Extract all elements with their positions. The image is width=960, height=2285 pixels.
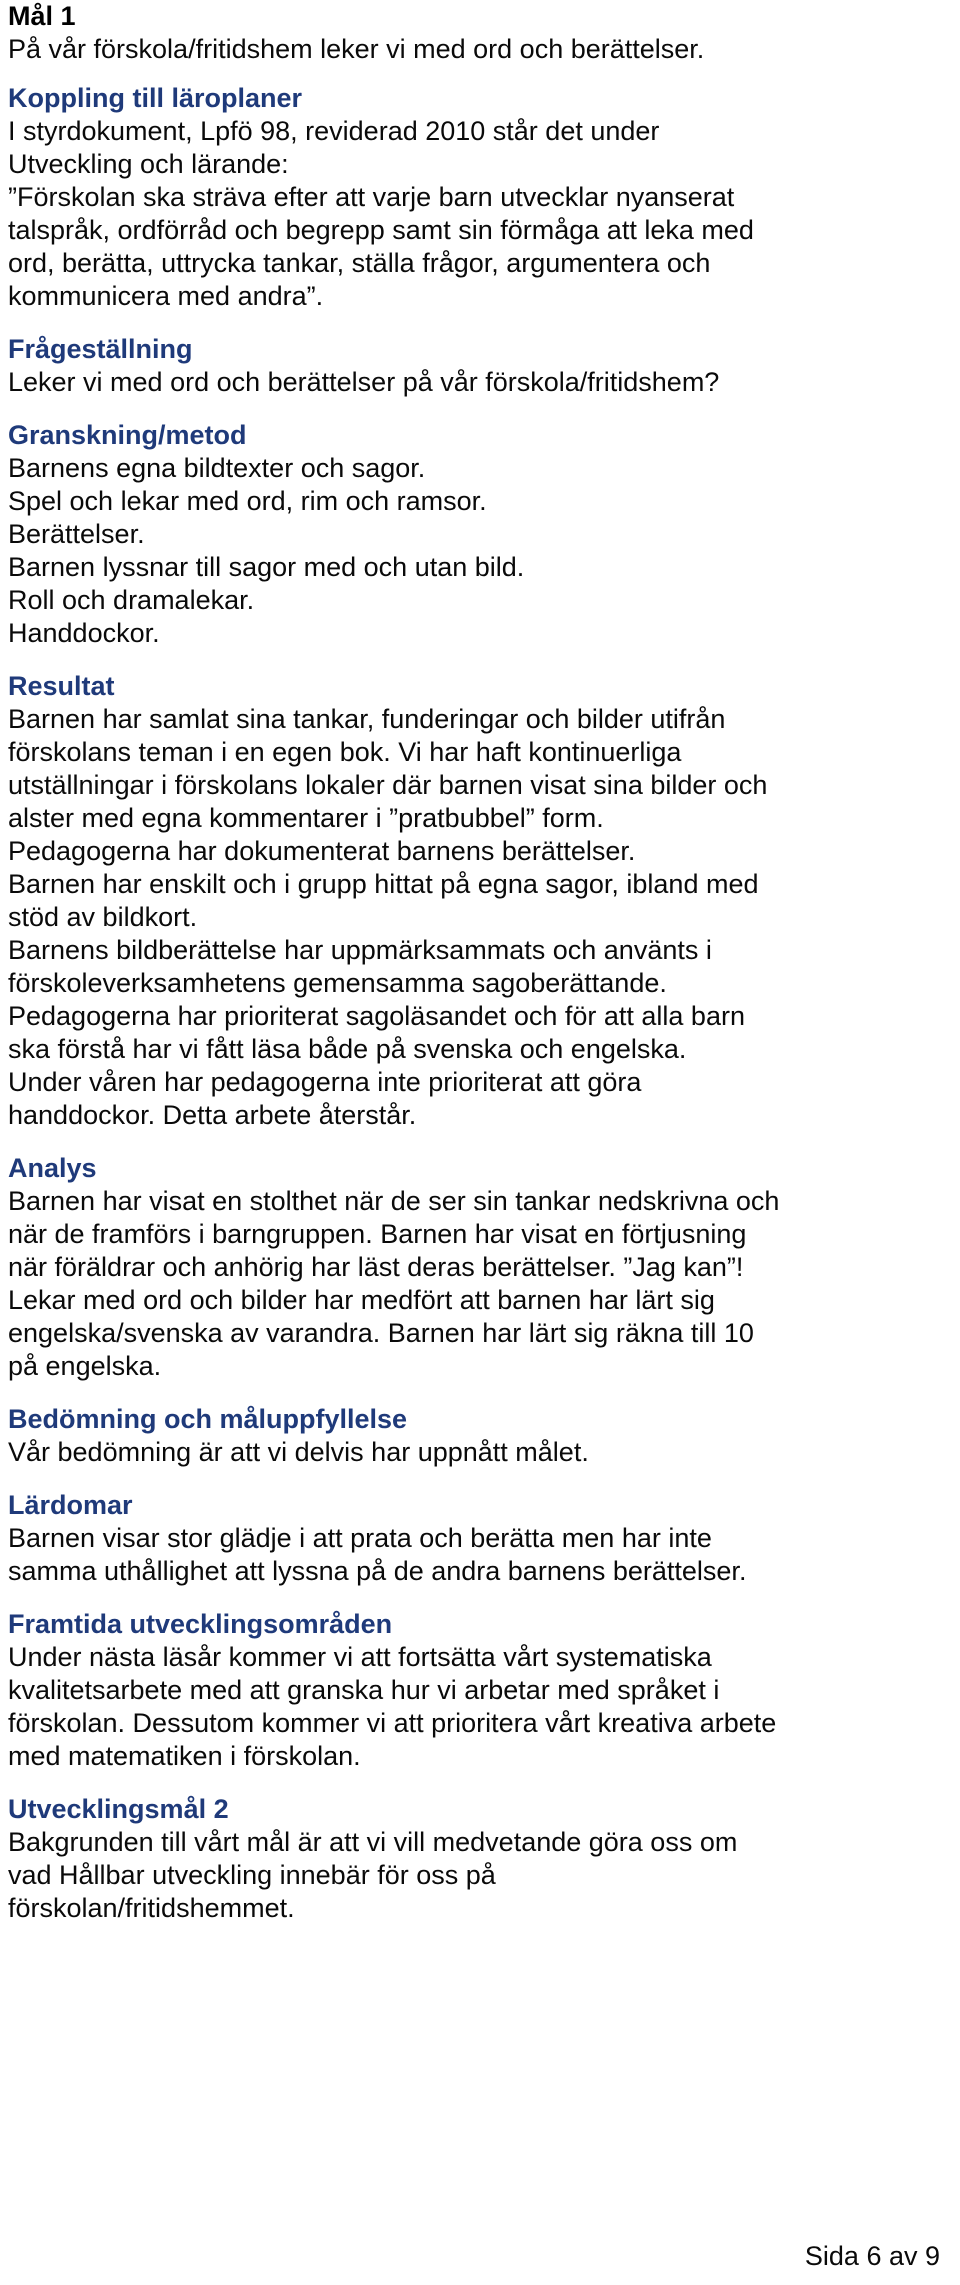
section-utvecklingsmal-2 [8,1793,952,1925]
section-fragestallning [8,333,952,399]
section-text-line: när föräldrar och anhörig har läst deras berättelser. ”Jag kan”! [8,1252,744,1282]
section-text-line: Barnens bildberättelse har uppmärksammats och använts i [8,935,712,965]
section-text-line: samma uthållighet att lyssna på de andra barnens berättelser. [8,1556,747,1586]
section-text-line: handdockor. Detta arbete återstår. [8,1100,417,1130]
section-text-line: kvalitetsarbete med att granska hur vi arbetar med språket i [8,1675,720,1705]
section-text-line: förskoleverksamhetens gemensamma sagoberättande. [8,968,667,998]
section-heading: Granskning/metod [8,420,247,450]
document-page [8,0,952,1925]
section-text-line: Pedagogerna har prioriterat sagoläsandet och för att alla barn [8,1001,745,1031]
section-text-line: ”Förskolan ska sträva efter att varje barn utvecklar nyanserat [8,182,735,212]
section-text-line: Vår bedömning är att vi delvis har uppnått målet. [8,1437,589,1467]
section-text-line: vad Hållbar utveckling innebär för oss på [8,1860,496,1890]
section-text-line: Utveckling och lärande: [8,149,289,179]
section-text-line: förskolan. Dessutom kommer vi att prioritera vårt kreativa arbete [8,1708,777,1738]
section-text-line: Barnens egna bildtexter och sagor. [8,453,426,483]
section-lardomar [8,1489,952,1588]
section-text-line: utställningar i förskolans lokaler där barnen visat sina bilder och [8,770,768,800]
section-text-line: ska förstå har vi fått läsa både på svenska och engelska. [8,1034,687,1064]
section-framtida [8,1608,952,1773]
section-text-line: Spel och lekar med ord, rim och ramsor. [8,486,487,516]
section-heading: Frågeställning [8,334,193,364]
section-mal-1 [8,0,952,66]
section-heading: Utvecklingsmål 2 [8,1794,229,1824]
page-number: Sida 6 av 9 [804,2241,940,2271]
section-text-line: alster med egna kommentarer i ”pratbubbel” form. [8,803,604,833]
section-text-line: Roll och dramalekar. [8,585,255,615]
section-text-line: Under nästa läsår kommer vi att fortsätta vårt systematiska [8,1642,712,1672]
section-analys [8,1152,952,1383]
section-text-line: Handdockor. [8,618,160,648]
section-text-line: På vår förskola/fritidshem leker vi med ord och berättelser. [8,34,705,64]
section-text-line: kommunicera med andra”. [8,281,324,311]
section-text-line: Barnen har samlat sina tankar, funderingar och bilder utifrån [8,704,726,734]
section-heading: Resultat [8,671,115,701]
section-heading: Koppling till läroplaner [8,83,303,113]
section-heading: Analys [8,1153,97,1183]
section-text-line: engelska/svenska av varandra. Barnen har lärt sig räkna till 10 [8,1318,754,1348]
section-text-line: Barnen lyssnar till sagor med och utan bild. [8,552,525,582]
section-text-line: Berättelser. [8,519,145,549]
section-text-line: på engelska. [8,1351,162,1381]
section-text-line: stöd av bildkort. [8,902,198,932]
section-text-line: I styrdokument, Lpfö 98, reviderad 2010 står det under [8,116,660,146]
section-resultat [8,670,952,1132]
section-heading: Framtida utvecklingsområden [8,1609,393,1639]
section-text-line: Barnen har enskilt och i grupp hittat på egna sagor, ibland med [8,869,759,899]
section-text-line: Bakgrunden till vårt mål är att vi vill medvetande göra oss om [8,1827,738,1857]
section-text-line: Under våren har pedagogerna inte prioriterat att göra [8,1067,642,1097]
section-heading: Mål 1 [8,1,76,31]
section-koppling [8,82,952,313]
section-text-line: när de framförs i barngruppen. Barnen har visat en förtjusning [8,1219,747,1249]
section-text-line: förskolans teman i en egen bok. Vi har haft kontinuerliga [8,737,682,767]
section-text-line: talspråk, ordförråd och begrepp samt sin förmåga att leka med [8,215,754,245]
section-text-line: Barnen visar stor glädje i att prata och berätta men har inte [8,1523,712,1553]
section-heading: Bedömning och måluppfyllelse [8,1404,408,1434]
section-granskning [8,419,952,650]
section-text-line: ord, berätta, uttrycka tankar, ställa frågor, argumentera och [8,248,711,278]
section-text-line: Barnen har visat en stolthet när de ser sin tankar nedskrivna och [8,1186,780,1216]
section-text-line: Lekar med ord och bilder har medfört att barnen har lärt sig [8,1285,715,1315]
section-text-line: med matematiken i förskolan. [8,1741,361,1771]
section-text-line: Pedagogerna har dokumenterat barnens berättelser. [8,836,636,866]
section-heading: Lärdomar [8,1490,133,1520]
section-text-line: förskolan/fritidshemmet. [8,1893,295,1923]
section-text-line: Leker vi med ord och berättelser på vår förskola/fritidshem? [8,367,720,397]
section-bedomning [8,1403,952,1469]
